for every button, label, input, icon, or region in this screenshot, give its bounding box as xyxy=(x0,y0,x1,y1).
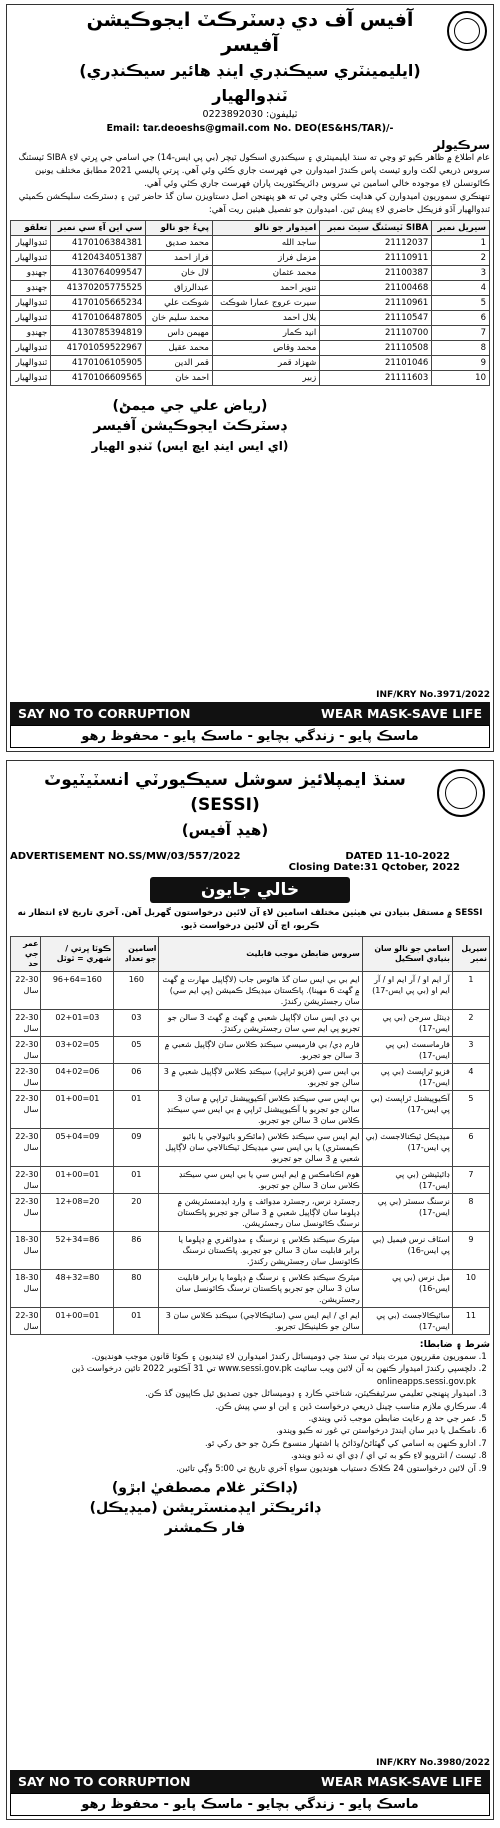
table-cell: ٽنڊوالهيار xyxy=(11,296,51,311)
circular-paragraph-1: عام اطلاع ۾ ظاهر ڪيو ٿو وڃي ته سنڌ ايليمينٽري ۽ سيڪنڊري اسڪول ٽيچر (بي پي ايس-14) جي اسامي جي ڀرتي لاءِ SIBA ٽيسٽنگ سروس ذريعي لکت وارو ٽيسٽ پاس ڪندڙ اميدوارن جي فهرست جاري ڪئي وئي آهي. ڀرتي پاليسي 2021 مطابق مختلف يونين ڪائونسلن لاءِ موجوده خالي اسامين تي سروس ڊائريڪٽوريٽ پاران فهرست جاري ڪئي وئي آهي. xyxy=(18,153,490,189)
table-cell: اسٽاف نرس فيميل (بي پي ايس-16) xyxy=(362,1232,452,1270)
table-cell: زبير xyxy=(212,371,319,386)
vacancy-intro: SESSI ۾ مستقل بنيادن تي هيٺين مختلف اسامين لاءِ آن لائين درخواستون گهربل آهن. آخري تاريخ لاءِ انتظار نه ڪريو، اڄ آن لائين درخواست ڏيو. xyxy=(17,908,483,931)
table-cell: محمد عقيل xyxy=(146,341,213,356)
table-cell: 4130764099547 xyxy=(51,266,146,281)
table-cell: سيرت عروج عمارا شوڪت xyxy=(212,296,319,311)
sessi-vacancy-ad xyxy=(6,760,494,1820)
table-cell: فزيو ٿراپسٽ (بي پي ايس-17) xyxy=(362,1064,452,1091)
table-cell: 2 xyxy=(452,1010,489,1037)
signatory-title: ڊائريڪٽر ايڊمنسٽريشن (ميڊيڪل) xyxy=(89,1500,321,1517)
table-cell: عبدالرزاق xyxy=(146,281,213,296)
table-cell: جهنڊو xyxy=(11,281,51,296)
mask-slogan-banner: ماسڪ پايو - زندگي بچايو - ماسڪ پايو - محفوظ رهو xyxy=(10,725,490,748)
column-header: ڪوٽا ڀرتي / شهري = ٽوٽل xyxy=(41,937,114,972)
table-row xyxy=(11,236,490,251)
table-row xyxy=(11,311,490,326)
table-cell: 06 xyxy=(114,1064,159,1091)
column-header: سيريل نمبر xyxy=(452,937,489,972)
table-cell: 80 xyxy=(114,1270,159,1308)
table-cell: جهنڊو xyxy=(11,326,51,341)
table-cell: مهيمن داس xyxy=(146,326,213,341)
table-cell: 01 xyxy=(114,1091,159,1129)
table-row xyxy=(11,1037,490,1064)
signatory-name: (ڊاڪٽر غلام مصطفيٰ ابڙو) xyxy=(111,1480,299,1497)
column-header: سيريل نمبر xyxy=(432,221,490,236)
table-cell: ساجد الله xyxy=(212,236,319,251)
table-cell: 5 xyxy=(432,296,490,311)
table-cell: تنوير احمد xyxy=(212,281,319,296)
table-cell: 5 xyxy=(452,1091,489,1129)
table-cell: 160 xyxy=(114,972,159,1010)
table-cell: شهزاد قمر xyxy=(212,356,319,371)
table-cell: 1 xyxy=(432,236,490,251)
table-cell: لال خان xyxy=(146,266,213,281)
banner-right-text: WEAR MASK-SAVE LIFE xyxy=(321,1774,482,1789)
table-cell: فراز احمد xyxy=(146,251,213,266)
column-header: SIBA ٽيسٽنگ سيٽ نمبر xyxy=(320,221,432,236)
dated: DATED 11-10-2022 xyxy=(345,851,450,862)
signatory-for: فار ڪمشنر xyxy=(164,1520,246,1537)
table-cell: 09 xyxy=(114,1129,159,1167)
circular-heading: سرڪيولر xyxy=(433,138,490,152)
closing-date: Closing Date:31 Qctober, 2022 xyxy=(288,862,460,873)
condition-item: 5. عمر جي حد ۾ رعايت ضابطن موجب ڏني ويندي. xyxy=(10,1412,476,1424)
email-line: Email: tar.deoeshs@gmail.com No. DEO(ES&HS/TAR)/- xyxy=(106,123,394,134)
vacancy-table xyxy=(10,936,490,1335)
table-cell: 04+02=06 xyxy=(41,1064,114,1091)
table-cell: 03+02=05 xyxy=(41,1037,114,1064)
table-cell: 01+00=01 xyxy=(41,1167,114,1194)
table-row xyxy=(11,1232,490,1270)
table-cell: 3 xyxy=(432,266,490,281)
circular-paragraph-2: تنهنڪري سموريون اميدوارن کي هدايت ڪئي وڃي ٿي ته هو پنهنجن اصل دستاويزن سان گڏ حاضر ٿين ۽ ڊسٽرڪٽ سليڪشن ڪميٽي ٽنڊوالهيار آڏو فزيڪل حاضري لاءِ پيش ٿين. اميدوارن جو تفصيل هيٺين ريت آهي: xyxy=(18,192,490,215)
table-cell: ٽنڊوالهيار xyxy=(11,341,51,356)
table-cell: احمد خان xyxy=(146,371,213,386)
table-cell: 21110700 xyxy=(320,326,432,341)
table-cell: ٽنڊوالهيار xyxy=(11,371,51,386)
table-cell: 4 xyxy=(432,281,490,296)
table-cell: 20 xyxy=(114,1194,159,1232)
advertisement-number: ADVERTISEMENT NO.SS/MW/03/557/2022 xyxy=(10,851,241,862)
table-cell: 12+08=20 xyxy=(41,1194,114,1232)
table-cell: 7 xyxy=(452,1167,489,1194)
table-row xyxy=(11,281,490,296)
table-cell: محمد عثمان xyxy=(212,266,319,281)
table-cell: 22-30 سال xyxy=(11,1194,41,1232)
candidates-table xyxy=(10,220,490,386)
table-cell: ميل نرس (بي پي ايس-16) xyxy=(362,1270,452,1308)
table-cell: هوم اڪنامڪس ۾ ايم ايس سي يا بي ايس سي سيڪنڊ ڪلاس سان 3 سالن جو تجربو. xyxy=(159,1167,362,1194)
table-header-row xyxy=(11,221,490,236)
table-cell: فارماسسٽ (بي پي ايس-17) xyxy=(362,1037,452,1064)
condition-item: 9. آن لائين درخواستون 24 ڪلاڪ دستياب هونديون سواءِ آخري تاريخ تي 5:00 وڳي تائين. xyxy=(10,1462,476,1474)
table-cell: 4170105665234 xyxy=(51,296,146,311)
table-cell: بي ايس سي سيڪنڊ ڪلاس آڪيوپيشنل ٿراپي ۾ سان 3 سالن جو تجربو يا آڪيوپيشنل ٿراپي ۾ بي ايس سي سيڪنڊ ڪلاس سان 3 سالن جو تجربو. xyxy=(159,1091,362,1129)
table-cell: 7 xyxy=(432,326,490,341)
table-cell: شوڪت علي xyxy=(146,296,213,311)
table-cell: ٽنڊوالهيار xyxy=(11,356,51,371)
sessi-title: سنڌ ايمپلائيز سوشل سيڪيورٽي انسٽيٽيوٽ (SESSI) xyxy=(44,770,406,815)
table-row xyxy=(11,341,490,356)
column-header: عمر جي حد xyxy=(11,937,41,972)
table-cell: محمد سليم خان xyxy=(146,311,213,326)
mask-slogan-banner: ماسڪ پايو - زندگي بچايو - ماسڪ پايو - محفوظ رهو xyxy=(10,1793,490,1816)
signatory-title: ڊسٽرڪٽ ايجوڪيشن آفيسر xyxy=(93,418,287,434)
deo-circular-ad xyxy=(6,4,494,752)
table-row xyxy=(11,1270,490,1308)
table-cell: 21100387 xyxy=(320,266,432,281)
table-cell: 10 xyxy=(452,1270,489,1308)
table-cell: 22-30 سال xyxy=(11,1308,41,1335)
table-cell: ڊائيٽيشن (بي پي ايس-17) xyxy=(362,1167,452,1194)
table-cell: ٽنڊوالهيار xyxy=(11,311,51,326)
table-row xyxy=(11,1091,490,1129)
table-cell: 22-30 سال xyxy=(11,1064,41,1091)
table-cell: ٽنڊوالهيار xyxy=(11,251,51,266)
table-cell: محمد وقاص xyxy=(212,341,319,356)
table-cell: مزمل فراز xyxy=(212,251,319,266)
signatory-name: (رياض علي جي ميمڻ) xyxy=(112,398,268,414)
table-row xyxy=(11,326,490,341)
table-row xyxy=(11,1010,490,1037)
conditions-list xyxy=(10,1350,490,1474)
column-header: اسامين جو تعداد xyxy=(114,937,159,972)
table-cell: 3 xyxy=(452,1037,489,1064)
column-header: تعلقو xyxy=(11,221,51,236)
table-cell: 6 xyxy=(452,1129,489,1167)
reference-number: INF/KRY No.3971/2022 xyxy=(376,690,490,700)
government-seal-icon xyxy=(447,11,487,51)
table-cell: 05 xyxy=(114,1037,159,1064)
table-cell: 48+32=80 xyxy=(41,1270,114,1308)
table-header-row xyxy=(11,937,490,972)
table-cell: 01 xyxy=(114,1167,159,1194)
condition-item: 1. سموريون مقرريون ميرٽ بنياد تي سنڌ جي ڊوميسائل رکندڙ اميدوارن لاءِ ٿينديون ۽ ڪوٽا قانون موجب هونديون. xyxy=(10,1350,476,1362)
signatory-office: (اي ايس اينڊ ايڇ ايس) ٽنڊو الهيار xyxy=(91,439,289,453)
condition-item: 7. ادارو ڪنهن به اسامي کي گهٽائڻ/وڌائڻ يا اشتهار منسوخ ڪرڻ جو حق رکي ٿو. xyxy=(10,1437,476,1449)
table-cell: 4130785394819 xyxy=(51,326,146,341)
column-header: اسامي جو نالو سان بنيادي اسڪيل xyxy=(362,937,452,972)
condition-item: 4. سرڪاري ملازم مناسب چينل ذريعي درخواست ڏين ۽ اين او سي پيش ڪن. xyxy=(10,1400,476,1412)
table-cell: آر ايم او / آر ايم او / آر ايم او (بي پي ايس-17) xyxy=(362,972,452,1010)
table-row xyxy=(11,1064,490,1091)
table-cell: 8 xyxy=(432,341,490,356)
table-cell: 22-30 سال xyxy=(11,1037,41,1064)
banner-right-text: WEAR MASK-SAVE LIFE xyxy=(321,706,482,721)
column-header: اميدوار جو نالو xyxy=(212,221,319,236)
table-cell: 4 xyxy=(452,1064,489,1091)
table-cell: آڪيوپيشنل ٿراپسٽ (بي پي ايس-17) xyxy=(362,1091,452,1129)
table-cell: بي ڊي ايس سان لاڳاپيل شعبي ۾ گهٽ ۾ گهٽ 3 سالن جو تجربو پي ايم سي سان رجسٽريشن رکندڙ. xyxy=(159,1010,362,1037)
table-row xyxy=(11,972,490,1010)
table-cell: سائيڪالاجسٽ (بي پي ايس-17) xyxy=(362,1308,452,1335)
table-cell: 9 xyxy=(452,1232,489,1270)
table-cell: 21110508 xyxy=(320,341,432,356)
column-header: پيءُ جو نالو xyxy=(146,221,213,236)
table-row xyxy=(11,251,490,266)
table-cell: ميٽرڪ سيڪنڊ ڪلاس ۽ نرسنگ ۽ مڊوائفري ۾ ڊپلوما يا برابر قابليت سان 3 سالن جو تجربو. پاڪستان نرسنگ ڪائونسل سان رجسٽريشن رکندڙ. xyxy=(159,1232,362,1270)
telephone: ٽيليفون: 0223892030 xyxy=(202,109,298,120)
table-cell: ٽنڊوالهيار xyxy=(11,236,51,251)
table-cell: 41701059522967 xyxy=(51,341,146,356)
table-cell: نرسنگ سسٽر (بي پي ايس-17) xyxy=(362,1194,452,1232)
vacancy-heading: خالي جايون xyxy=(150,877,350,903)
table-cell: 03 xyxy=(114,1010,159,1037)
office-title: آفيس آف دي ڊسٽرڪٽ ايجوڪيشن آفيسر xyxy=(86,9,414,56)
table-cell: 22-30 سال xyxy=(11,1091,41,1129)
table-cell: ڊينٽل سرجن (بي پي ايس-17) xyxy=(362,1010,452,1037)
table-cell: 01 xyxy=(114,1308,159,1335)
anti-corruption-banner xyxy=(10,1770,490,1793)
table-cell: 41370205775525 xyxy=(51,281,146,296)
table-cell: ايم ايس سي سيڪنڊ ڪلاس (مائڪرو بائيولاجي يا بائيو ڪيمسٽري) يا بي ايس سي ميڊيڪل ٽيڪنالاجي سان لاڳاپيل شعبي ۾ 3 سالن جو تجربو. xyxy=(159,1129,362,1167)
table-cell: 4120434051387 xyxy=(51,251,146,266)
table-cell: 22-30 سال xyxy=(11,1129,41,1167)
table-row xyxy=(11,1194,490,1232)
table-cell: ميٽرڪ سيڪنڊ ڪلاس ۽ نرسنگ ۾ ڊپلوما يا برابر قابليت سان 3 سالن جو تجربو پاڪستان نرسنگ ڪائونسل سان رجسٽريشن. xyxy=(159,1270,362,1308)
table-cell: 01+00=01 xyxy=(41,1091,114,1129)
office-location: ٽنڊوالهيار xyxy=(212,86,288,105)
table-cell: 21101046 xyxy=(320,356,432,371)
table-cell: 11 xyxy=(452,1308,489,1335)
anti-corruption-banner xyxy=(10,702,490,725)
table-cell: محمد صديق xyxy=(146,236,213,251)
table-cell: 1 xyxy=(452,972,489,1010)
table-cell: رجسٽرڊ نرس، رجسٽرڊ مڊوائف ۽ وارڊ ايڊمنسٽريشن ۾ ڊپلوما سان لاڳاپيل شعبي ۾ 3 سالن جو تجربو پاڪستان نرسنگ ڪائونسل سان رجسٽريشن. xyxy=(159,1194,362,1232)
table-row xyxy=(11,1308,490,1335)
table-cell: انيد ڪمار xyxy=(212,326,319,341)
banner-left-text: SAY NO TO CORRUPTION xyxy=(18,706,191,721)
table-cell: 9 xyxy=(432,356,490,371)
table-cell: 01+00=01 xyxy=(41,1308,114,1335)
table-cell: 4170106384381 xyxy=(51,236,146,251)
table-cell: 21100468 xyxy=(320,281,432,296)
table-cell: 4170106105905 xyxy=(51,356,146,371)
table-cell: 22-30 سال xyxy=(11,972,41,1010)
table-cell: 02+01=03 xyxy=(41,1010,114,1037)
condition-item: 2. دلچسپي رکندڙ اميدوار ڪنهن به آن لائين ويب سائيٽ www.sessi.gov.pk تي 31 آڪٽوبر 2022 تائين درخواست ڏين onlineapps.sessi.gov.pk xyxy=(10,1362,476,1387)
table-cell: 2 xyxy=(432,251,490,266)
column-header: سي اين آءِ سي نمبر xyxy=(51,221,146,236)
table-cell: جهنڊو xyxy=(11,266,51,281)
table-cell: 22-30 سال xyxy=(11,1010,41,1037)
table-cell: بلال احمد xyxy=(212,311,319,326)
table-row xyxy=(11,296,490,311)
condition-item: 3. اميدوار پنهنجي تعليمي سرٽيفڪيٽن، شناختي ڪارڊ ۽ ڊوميسائل جون تصديق ٿيل ڪاپيون گڏ ڪن. xyxy=(10,1387,476,1399)
table-cell: فارم ڊي/ بي فارميسي سيڪنڊ ڪلاس سان لاڳاپيل شعبي ۾ 3 سالن جو تجربو. xyxy=(159,1037,362,1064)
banner-left-text: SAY NO TO CORRUPTION xyxy=(18,1774,191,1789)
table-cell: 21110547 xyxy=(320,311,432,326)
table-cell: 10 xyxy=(432,371,490,386)
table-cell: 6 xyxy=(432,311,490,326)
table-cell: 52+34=86 xyxy=(41,1232,114,1270)
table-row xyxy=(11,1167,490,1194)
table-cell: ايم بي بي ايس سان گڏ هائوس جاب (لاڳاپيل مهارت ۾ گهٽ ۾ گهٽ 6 مهينا). پاڪستان ميڊيڪل ڪميشن (پي ايم سي) سان رجسٽريشن رکندڙ. xyxy=(159,972,362,1010)
table-cell: 4170106609565 xyxy=(51,371,146,386)
office-subtitle: (ايليمينٽري سيڪنڊري اينڊ هائير سيڪنڊري) xyxy=(79,61,421,80)
condition-item: 8. ٽيسٽ / انٽرويو لاءِ ڪو به ٽي اي / ڊي اي نه ڏنو ويندو. xyxy=(10,1449,476,1461)
table-cell: 21112037 xyxy=(320,236,432,251)
sessi-logo-icon xyxy=(437,769,485,817)
table-cell: 18-30 سال xyxy=(11,1270,41,1308)
table-cell: ايم اي / ايم ايس سي (سائيڪالاجي) سيڪنڊ ڪلاس سان 3 سالن جو ڪلينيڪل تجربو. xyxy=(159,1308,362,1335)
reference-number: INF/KRY No.3980/2022 xyxy=(376,1758,490,1768)
table-row xyxy=(11,266,490,281)
table-row xyxy=(11,356,490,371)
sessi-subtitle: (هيڊ آفيس) xyxy=(181,821,269,839)
table-cell: 4170106487805 xyxy=(51,311,146,326)
table-cell: ميڊيڪل ٽيڪنالاجسٽ (بي پي ايس-17) xyxy=(362,1129,452,1167)
table-cell: 8 xyxy=(452,1194,489,1232)
table-cell: 22-30 سال xyxy=(11,1167,41,1194)
table-row xyxy=(11,371,490,386)
table-cell: قمر الدين xyxy=(146,356,213,371)
condition-item: 6. نامڪمل يا دير سان ايندڙ درخواستن تي غور نه ڪيو ويندو. xyxy=(10,1424,476,1436)
table-cell: 21110961 xyxy=(320,296,432,311)
conditions-title: شرط ۽ ضابطا: xyxy=(419,1339,490,1350)
table-cell: 21110911 xyxy=(320,251,432,266)
table-cell: 05+04=09 xyxy=(41,1129,114,1167)
table-cell: 86 xyxy=(114,1232,159,1270)
table-cell: بي ايس سي (فزيو ٿراپي) سيڪنڊ ڪلاس لاڳاپيل شعبي ۾ 3 سالن جو تجربو. xyxy=(159,1064,362,1091)
column-header: سروس ضابطن موجب قابليت xyxy=(159,937,362,972)
table-cell: 96+64=160 xyxy=(41,972,114,1010)
table-cell: 21111603 xyxy=(320,371,432,386)
table-cell: 18-30 سال xyxy=(11,1232,41,1270)
table-row xyxy=(11,1129,490,1167)
